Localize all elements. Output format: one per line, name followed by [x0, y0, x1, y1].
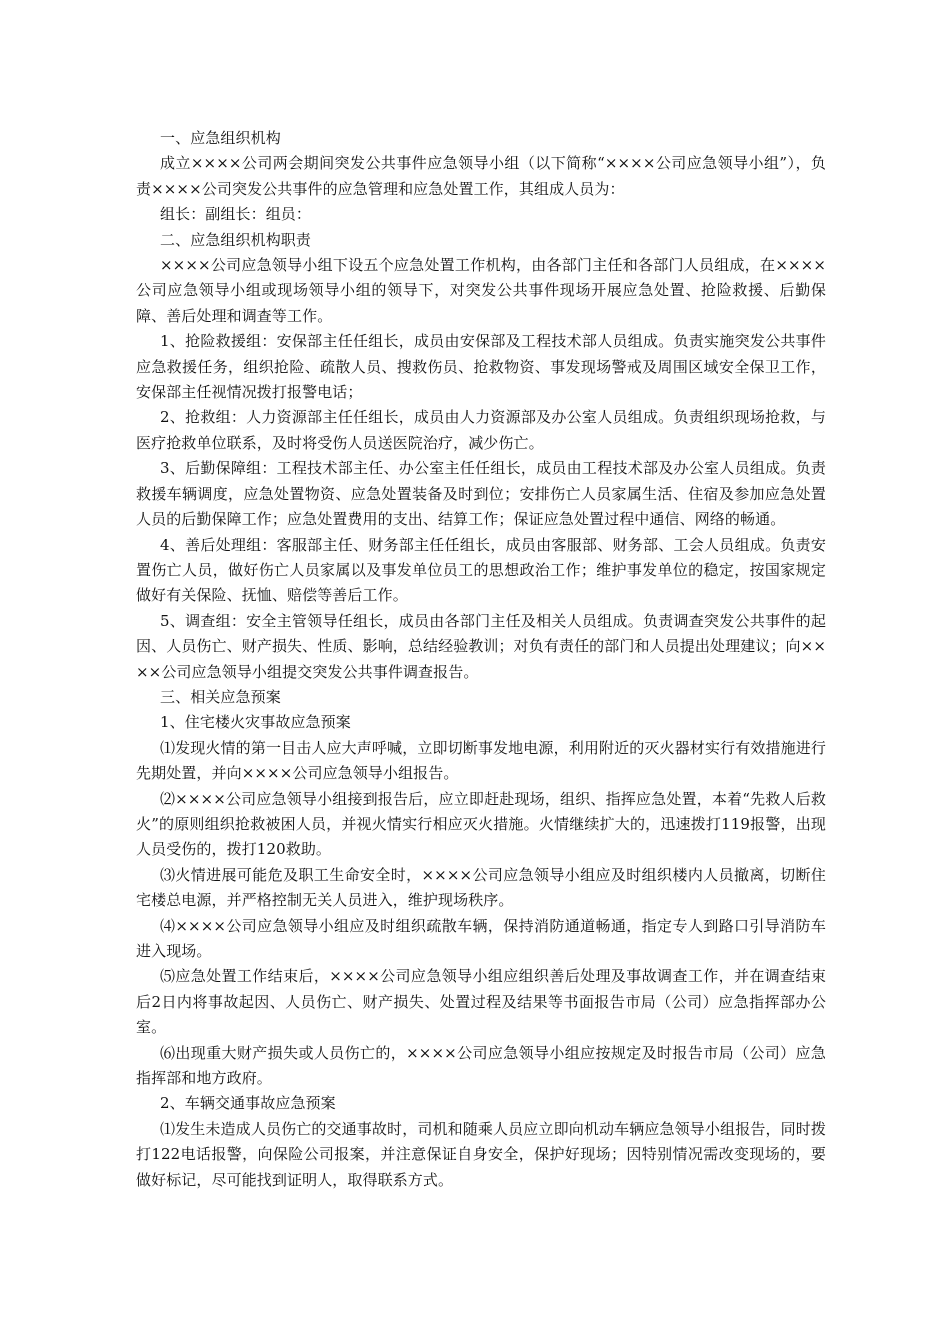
paragraph-fire-step-5: ⑸应急处置工作结束后，××××公司应急领导小组应组织善后处理及事故调查工作，并在调查结束后2日内将事故起因、人员伤亡、财产损失、处置过程及结果等书面报告市局（公司）应急指挥部办公室。 — [136, 967, 826, 1037]
paragraph-fire-step-1: ⑴发现火情的第一目击人应大声呼喊，立即切断事发地电源，利用附近的灭火器材实行有效措施进行先期处置，并向××××公司应急领导小组报告。 — [136, 738, 826, 783]
paragraph-logistics-team: 3、后勤保障组：工程技术部主任、办公室主任任组长，成员由工程技术部及办公室人员组成。负责救援车辆调度，应急处置物资、应急处置装备及时到位；安排伤亡人员家属生活、住宿及参加应急处置人员的后勤保障工作；应急处置费用的支出、结算工作；保证应急处置过程中通信、网络的畅通。 — [136, 459, 826, 529]
section-heading-organization: 一、应急组织机构 — [160, 129, 281, 147]
paragraph-fire-step-2: ⑵××××公司应急领导小组接到报告后，应立即赶赴现场，组织、指挥应急处置，本着“先救人后救火”的原则组织抢救被困人员，并视火情实行相应灭火措施。火情继续扩大的，迅速拨打119报警，出现人员受伤的，拨打120救助。 — [136, 789, 826, 859]
paragraph-investigation-team: 5、调查组：安全主管领导任组长，成员由各部门主任及相关人员组成。负责调查突发公共事件的起因、人员伤亡、财产损失、性质、影响，总结经验教训；对负有责任的部门和人员提出处理建议；向××××公司应急领导小组提交突发公共事件调查报告。 — [136, 611, 826, 681]
paragraph-fire-step-4: ⑷××××公司应急领导小组应及时组织疏散车辆，保持消防通道畅通，指定专人到路口引导消防车进入现场。 — [136, 916, 826, 960]
subheading-fire-plan: 1、住宅楼火灾事故应急预案 — [160, 713, 351, 732]
paragraph-establish-group: 成立××××公司两会期间突发公共事件应急领导小组（以下简称“××××公司应急领导小组”），负责××××公司突发公共事件的应急管理和应急处置工作，其组成人员为： — [136, 154, 826, 198]
paragraph-first-aid-team: 2、抢救组：人力资源部主任任组长，成员由人力资源部及办公室人员组成。负责组织现场抢救，与医疗抢救单位联系，及时将受伤人员送医院治疗，减少伤亡。 — [136, 408, 826, 452]
section-heading-plans: 三、相关应急预案 — [160, 687, 281, 706]
paragraph-aftermath-team: 4、善后处理组：客服部主任、财务部主任任组长，成员由客服部、财务部、工会人员组成。负责安置伤亡人员，做好伤亡人员家属以及事发单位员工的思想政治工作；维护事发单位的稳定，按国家规定做好有关保险、抚恤、赔偿等善后工作。 — [136, 535, 826, 605]
document-body — [136, 126, 826, 1193]
section-heading-duties: 二、应急组织机构职责 — [160, 230, 312, 249]
paragraph-fire-step-3: ⑶火情进展可能危及职工生命安全时，××××公司应急领导小组应及时组织楼内人员撤离，切断住宅楼总电源，并严格控制无关人员进入，维护现场秩序。 — [136, 865, 826, 910]
paragraph-fire-step-6: ⑹出现重大财产损失或人员伤亡的，××××公司应急领导小组应按规定及时报告市局（公司）应急指挥部和地方政府。 — [136, 1043, 826, 1088]
paragraph-traffic-step-1: ⑴发生未造成人员伤亡的交通事故时，司机和随乘人员应立即向机动车辆应急领导小组报告，同时拨打122电话报警，向保险公司报案，并注意保证自身安全，保护好现场；因特别情况需改变现场的，要做好标记，尽可能找到证明人，取得联系方式。 — [136, 1119, 826, 1189]
paragraph-rescue-team: 1、抢险救援组：安保部主任任组长，成员由安保部及工程技术部人员组成。负责实施突发公共事件应急救援任务，组织抢险、疏散人员、搜救伤员、抢救物资、事发现场警戒及周围区域安全保卫工作，安保部主任视情况拨打报警电话； — [136, 332, 826, 402]
subheading-traffic-plan: 2、车辆交通事故应急预案 — [160, 1094, 336, 1113]
paragraph-five-agencies: ××××公司应急领导小组下设五个应急处置工作机构，由各部门主任和各部门人员组成，在××××公司应急领导小组或现场领导小组的领导下，对突发公共事件现场开展应急处置、抢险救援、后勤保障、善后处理和调查等工作。 — [136, 256, 826, 325]
paragraph-members: 组长：副组长：组员： — [160, 205, 312, 224]
